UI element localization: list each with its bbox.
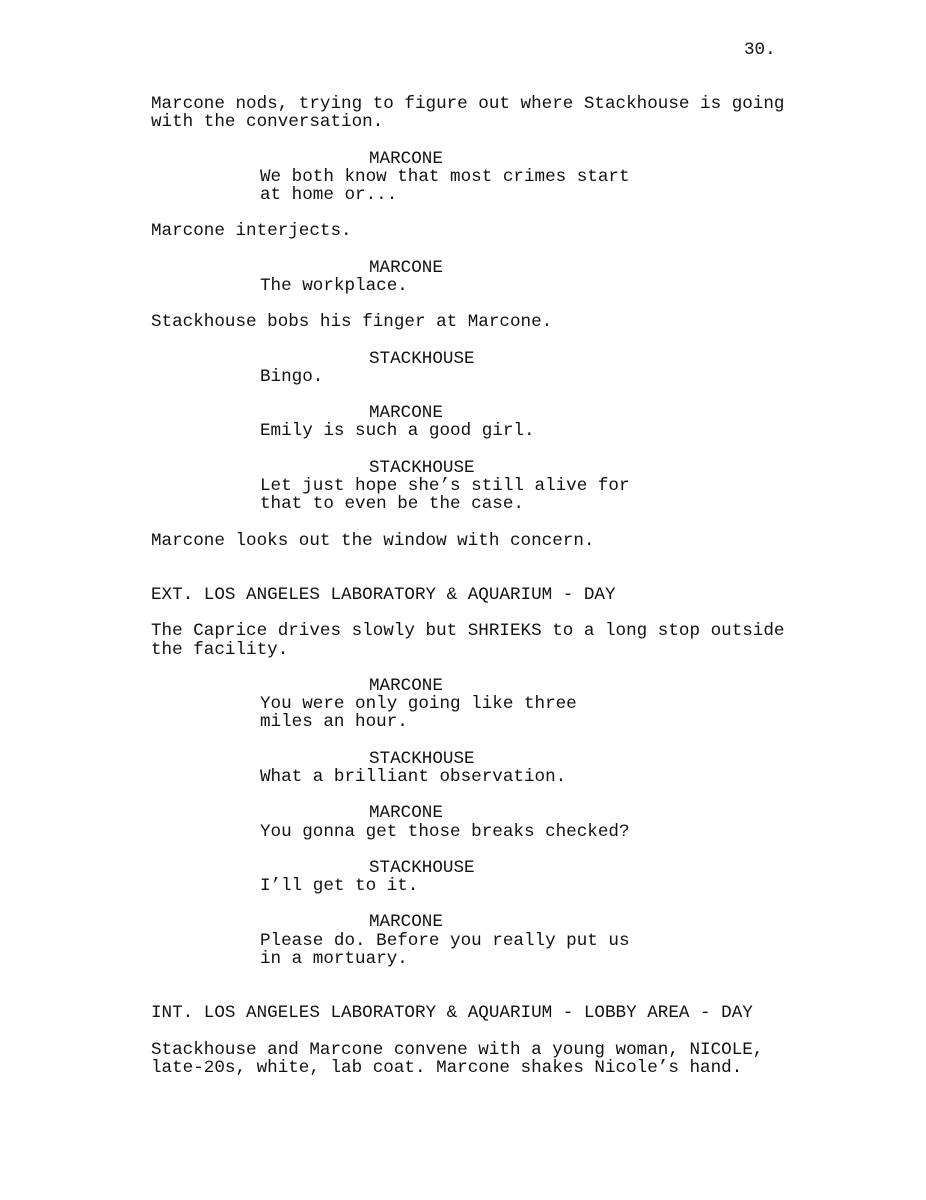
line-break: [0, 204, 926, 222]
dialogue-line: What a brilliant observation.: [260, 766, 567, 787]
line-break: [0, 1023, 926, 1041]
scene-heading: EXT. LOS ANGELES LABORATORY & AQUARIUM - DAY: [151, 585, 616, 606]
dialogue-line: miles an hour.: [260, 712, 408, 733]
character-cue: MARCONE: [369, 676, 443, 696]
action-line: The Caprice drives slowly but SHRIEKS to a long stop outside: [151, 621, 785, 642]
character-cue: MARCONE: [369, 803, 443, 824]
line-break: [0, 895, 926, 913]
page-number: 30.: [744, 40, 776, 60]
line-break: [0, 841, 926, 859]
line-break: [0, 386, 926, 404]
line-break: [0, 295, 926, 313]
character-cue: STACKHOUSE: [369, 457, 475, 478]
dialogue-line: The workplace.: [260, 275, 408, 296]
character-cue: MARCONE: [369, 257, 443, 278]
line-break: [0, 550, 926, 568]
script-body: [0, 95, 926, 1077]
character-cue: MARCONE: [369, 912, 443, 933]
action-line: Marcone looks out the window with concern.: [151, 530, 595, 551]
character-cue: STACKHOUSE: [369, 348, 475, 369]
action-line: with the conversation.: [151, 112, 384, 133]
line-break: [0, 441, 926, 459]
scene-heading: INT. LOS ANGELES LABORATORY & AQUARIUM - LOBBY AREA - DAY: [151, 1003, 753, 1024]
action-line: Stackhouse bobs his finger at Marcone.: [151, 312, 553, 333]
action-line: Stackhouse and Marcone convene with a young woman, NICOLE,: [151, 1039, 764, 1060]
action-line: Marcone interjects.: [151, 221, 352, 242]
dialogue-line: You gonna get those breaks checked?: [260, 821, 630, 842]
character-cue: MARCONE: [369, 403, 443, 424]
dialogue-line: at home or...: [260, 184, 398, 205]
action-line: late-20s, white, lab coat. Marcone shakes Nicole’s hand.: [151, 1057, 743, 1078]
line-break: [0, 513, 926, 531]
dialogue-line: in a mortuary.: [260, 948, 408, 969]
line-break: [0, 131, 926, 149]
character-cue: STACKHOUSE: [369, 857, 475, 878]
dialogue-line: Please do. Before you really put us: [260, 930, 630, 951]
dialogue-line: I’ll get to it.: [260, 876, 419, 897]
dialogue-line: that to even be the case.: [260, 494, 524, 515]
character-cue: STACKHOUSE: [369, 748, 475, 769]
line-break: [0, 968, 926, 986]
line-break: [0, 568, 926, 586]
action-line: the facility.: [151, 639, 289, 660]
action-line: Marcone nods, trying to figure out where Stackhouse is going: [151, 94, 785, 114]
character-cue: MARCONE: [369, 148, 443, 169]
line-break: [0, 786, 926, 804]
line-break: [0, 732, 926, 750]
dialogue-line: You were only going like three: [260, 694, 577, 715]
line-break: [0, 986, 926, 1004]
line-break: [0, 659, 926, 677]
dialogue-line: Let just hope she’s still alive for: [260, 475, 630, 496]
line-break: [0, 331, 926, 349]
line-break: [0, 241, 926, 259]
dialogue-line: Bingo.: [260, 366, 324, 387]
line-break: [0, 604, 926, 622]
dialogue-line: Emily is such a good girl.: [260, 421, 535, 442]
dialogue-line: We both know that most crimes start: [260, 166, 630, 187]
